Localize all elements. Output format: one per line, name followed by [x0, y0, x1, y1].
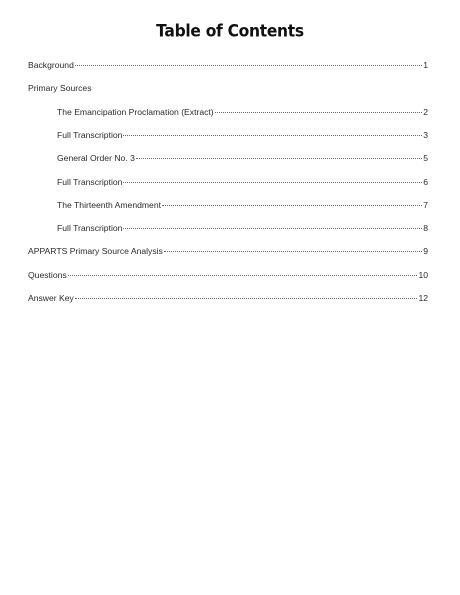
dot-leader	[123, 135, 422, 136]
dot-leader	[75, 65, 422, 66]
toc-section-heading	[28, 83, 92, 94]
toc-entry[interactable]	[28, 293, 428, 304]
toc-page-number: 7	[423, 199, 428, 210]
toc-entry-label: Full Transcription	[57, 176, 123, 187]
toc-entry[interactable]	[57, 107, 428, 118]
toc-page-number: 12	[418, 293, 428, 303]
dot-leader	[75, 298, 418, 299]
dot-leader	[162, 205, 422, 206]
toc-entry-label: The Thirteenth Amendment	[57, 199, 161, 210]
toc-entry[interactable]	[28, 270, 428, 281]
dot-leader	[123, 182, 422, 183]
toc-entry-label: Background	[28, 60, 74, 70]
toc-page-number: 2	[423, 106, 428, 117]
toc-entry-label: Questions	[28, 269, 67, 280]
toc-entry[interactable]	[57, 153, 428, 164]
dot-leader	[215, 112, 423, 113]
toc-page-number: 9	[423, 246, 428, 257]
toc-entry[interactable]	[57, 200, 428, 211]
toc-entry-label: Primary Sources	[28, 83, 92, 94]
toc-page-number: 8	[423, 223, 428, 234]
toc-entry[interactable]	[57, 130, 428, 141]
dot-leader	[68, 275, 418, 276]
toc-entry-label: Answer Key	[28, 293, 74, 303]
dot-leader	[136, 158, 422, 159]
toc-page-number: 3	[423, 129, 428, 140]
toc-page-number: 1	[423, 60, 428, 70]
toc-entry[interactable]	[28, 60, 428, 71]
dot-leader	[123, 228, 422, 229]
toc-entry[interactable]	[57, 177, 428, 188]
toc-entry-label: General Order No. 3	[57, 153, 135, 164]
toc-page-number: 6	[423, 176, 428, 187]
toc-entry[interactable]	[28, 246, 428, 257]
toc-page-number: 10	[418, 269, 428, 280]
dot-leader	[164, 251, 422, 252]
toc-entry-label: Full Transcription	[57, 223, 123, 234]
toc-entry-label: APPARTS Primary Source Analysis	[28, 246, 163, 257]
toc-entry-label: The Emancipation Proclamation (Extract)	[57, 106, 214, 117]
toc-entry-label: Full Transcription	[57, 129, 123, 140]
toc-entry[interactable]	[57, 223, 428, 234]
toc-page-number: 5	[423, 153, 428, 164]
page-title: Table of Contents	[156, 21, 304, 41]
